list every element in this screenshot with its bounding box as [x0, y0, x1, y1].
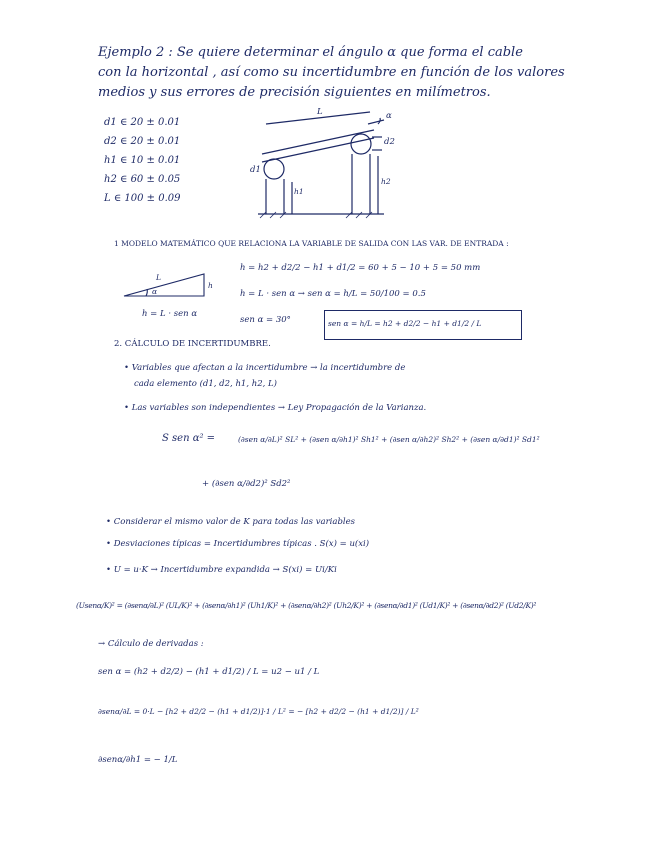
value-h2: h2 ∈ 60 ± 0.05: [104, 174, 181, 185]
figure-label-h1: h1: [294, 187, 304, 196]
example-title-line-3: medios y sus errores de precisión siguientes en milímetros.: [98, 85, 491, 100]
derivative-sen-alpha: sen α = (h2 + d2/2) − (h1 + d1/2) / L = u2 − u1 / L: [98, 667, 320, 677]
derivatives-heading: → Cálculo de derivadas :: [98, 639, 204, 649]
eq-h-value: h = h2 + d2/2 − h1 + d1/2 = 60 + 5 − 10 + 5 = 50 mm: [240, 263, 481, 273]
bullet-variables-cont: cada elemento (d1, d2, h1, h2, L): [134, 379, 277, 389]
triangle-formula: h = L · sen α: [142, 309, 198, 319]
figure-label-L: L: [317, 107, 323, 117]
triangle-label-alpha: α: [152, 287, 158, 296]
value-L: L ∈ 100 ± 0.09: [104, 193, 181, 204]
bullet-same-k: • Considerar el mismo valor de K para todas las variables: [106, 517, 355, 527]
bullet-variables: • Variables que afectan a la incertidumbre → la incertidumbre de: [124, 363, 406, 373]
variance-terms: (∂sen α/∂L)² SL² + (∂sen α/∂h1)² Sh1² + (∂sen α/∂h2)² Sh2² + (∂sen α/∂d1)² Sd1²: [238, 435, 540, 444]
value-h1: h1 ∈ 10 ± 0.01: [104, 155, 181, 166]
propagation-equation: (Usenα/K)² = (∂senα/∂L)² (UL/K)² + (∂senα/∂h1)² (Uh1/K)² + (∂senα/∂h2)² (Uh2/K)² + (∂senα/∂d1)² (Ud1/K)² + (∂senα/∂d2)² (Ud2/K)²: [76, 601, 537, 610]
notebook-sheet: [72, 32, 584, 818]
eq-alpha-deg: sen α = 30°: [240, 315, 291, 325]
example-title-line-1: Ejemplo 2 : Se quiere determinar el ángulo α que forma el cable: [98, 45, 523, 60]
bullet-independent: • Las variables son independientes → Ley Propagación de la Varianza.: [124, 403, 427, 413]
triangle-label-L: L: [156, 273, 161, 282]
eq-sen-alpha: h = L · sen α → sen α = h/L = 50/100 = 0.5: [240, 289, 426, 299]
figure-label-alpha: α: [386, 111, 392, 121]
value-d1: d1 ∈ 20 ± 0.01: [104, 117, 181, 128]
derivative-dL: ∂senα/∂L = 0·L − [h2 + d2/2 − (h1 + d1/2)]·1 / L² = − [h2 + d2/2 − (h1 + d1/2)] / L²: [98, 707, 419, 716]
example-title-line-2: con la horizontal , así como su incertidumbre en función de los valores: [98, 65, 565, 80]
figure-label-d1: d1: [250, 165, 261, 175]
figure-label-h2: h2: [381, 177, 391, 186]
boxed-model-equation: sen α = h/L = h2 + d2/2 − h1 + d1/2 / L: [328, 319, 482, 328]
value-d2: d2 ∈ 20 ± 0.01: [104, 136, 181, 147]
triangle-label-h: h: [208, 281, 213, 290]
section1-heading: 1 MODELO MATEMÁTICO QUE RELACIONA LA VARIABLE DE SALIDA CON LAS VAR. DE ENTRADA :: [114, 239, 509, 248]
section2-heading: 2. CÁLCULO DE INCERTIDUMBRE.: [114, 339, 271, 349]
derivative-dh1: ∂senα/∂h1 = − 1/L: [98, 755, 178, 765]
bullet-expanded-uncertainty: • U = u·K → Incertidumbre expandida → S(xi) = Ui/Ki: [106, 565, 337, 575]
variance-terms-line2: + (∂sen α/∂d2)² Sd2²: [202, 479, 291, 489]
cable-figure: [72, 32, 584, 232]
variance-lhs: S sen α² =: [162, 433, 216, 444]
bullet-standard-deviations: • Desviaciones típicas = Incertidumbres típicas . S(x) = u(xi): [106, 539, 370, 549]
figure-label-d2: d2: [384, 137, 395, 147]
